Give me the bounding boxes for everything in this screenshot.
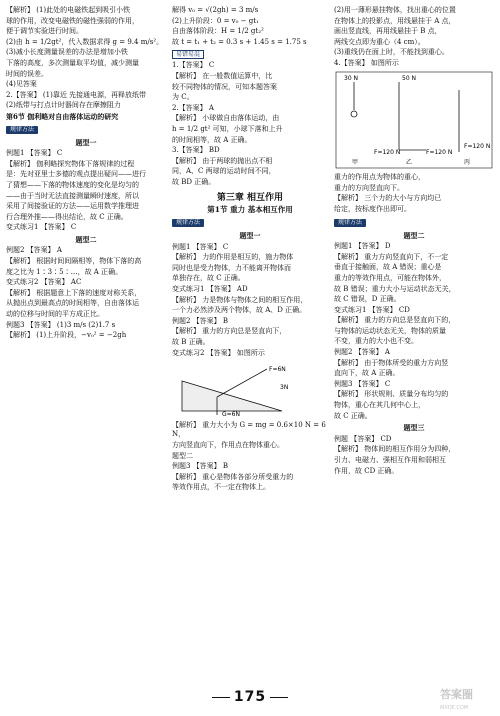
method-tag: 规律方法 (334, 219, 366, 227)
force-diagram-incline (172, 359, 322, 417)
text-line: 例题3 【答案】 B (172, 462, 229, 471)
text-line: 较不同物体的情况，可知本题答案 (172, 82, 277, 91)
text-line: 变式练习2 【答案】 AC (6, 278, 82, 287)
text-line: 故 B 正确。 (172, 338, 210, 347)
text-line: 【解析】 力的作用是相互的，施力物体 (172, 253, 294, 262)
error-tag: 易错易混 (172, 50, 204, 59)
text-line: 【解析】 重力方向竖直向下，不一定 (334, 252, 449, 261)
text-line: 4.【答案】 如图所示 (334, 58, 399, 67)
page-number-text: 175 (233, 689, 267, 705)
text-line: (3)减小长度测量误差的办法是增加小铁 (6, 48, 128, 57)
text-line: 【解析】 在一般数值运算中，比 (172, 71, 273, 80)
text-line: 在物体上的投影点，用线悬挂于 A 点， (334, 16, 456, 25)
text-line: 例题1 【答案】 C (172, 242, 229, 251)
text-line: 行合理外推——得出结论，故 C 正确。 (6, 212, 128, 221)
text-line: (4)见答案 (6, 80, 37, 89)
text-line: 下落的高度，多次测量取平均值，减少测量 (6, 58, 139, 67)
text-line: (3)重线仍在面上时，不能找到重心。 (334, 48, 449, 57)
figure-label: F=120 N (374, 148, 401, 156)
text-line: 例题1 【答案】 D (334, 242, 391, 251)
figure-frame (336, 72, 492, 168)
text-line: 垂直于接触面，故 A 错误；重心是 (334, 263, 442, 272)
text-line: 重力的等效作用点，可能在物体外， (334, 273, 446, 282)
text-line: 【解析】 伽利略探究物体下落规律的过程 (6, 159, 135, 168)
page-rule-left (212, 697, 230, 698)
text-line: 【解析】 重心是物体各部分所受重力的 (172, 472, 294, 481)
text-line: 【解析】 重力大小为 G = mg = 0.6×10 N = 6 N， (172, 420, 329, 439)
text-line: 题型二 (172, 451, 193, 460)
text-line: 的时间相等，故 A 正确。 (172, 135, 252, 144)
force-diagram-three (334, 70, 494, 170)
text-line: 一个力必然涉及两个物体，故 A、D 正确。 (172, 306, 307, 315)
text-line: 画出竖直线，再用线悬挂于 B 点， (334, 27, 442, 36)
text-line: 【解析】 重力的方向总是竖直向下的， (334, 316, 456, 325)
question-type-heading: 题型一 (239, 231, 261, 241)
text-line: 重力的方向竖直向下。 (334, 183, 404, 192)
text-line: (2)上升阶段：0 = v₀ − gt₁ (172, 16, 259, 25)
text-line: 同时也是受力物体，力不能离开物体而 (172, 263, 291, 272)
text-line: 动的位移与时间的平方成正比。 (6, 310, 104, 319)
text-line: 解得 v₀ = √(2gh) = 3 m/s (172, 6, 259, 14)
text-line: 变式练习2 【答案】 如图所示 (172, 348, 265, 357)
text-line: 3.【答案】 BD (172, 146, 220, 155)
watermark-logo: 答案圈 (440, 688, 473, 701)
text-line: 1.【答案】 C (172, 61, 215, 70)
text-line: (2)由 h = 1/2gt²，代入数据求得 g = 9.4 m/s²。 (6, 37, 164, 46)
text-line: (2)纸带与打点计时器间存在摩擦阻力 (6, 101, 121, 110)
question-type-heading: 题型二 (75, 234, 97, 244)
text-line: 故 C 错误，D 正确。 (334, 295, 401, 304)
method-tag: 规律方法 (6, 126, 38, 134)
question-type-heading: 题型一 (75, 137, 97, 147)
text-line: 例题2 【答案】 A (334, 348, 390, 357)
chapter-title: 第三章 相互作用 (216, 192, 284, 203)
column-left (6, 6, 166, 342)
text-line: 自由落体阶段：H = 1/2 gt₂² (172, 27, 264, 36)
text-line: 度之比为 1∶3∶5∶…，故 A 正确。 (6, 267, 123, 276)
figure-label: 乙 (406, 158, 413, 166)
text-line: 作用，故 CD 正确。 (334, 466, 399, 475)
text-line: 【解析】 物体间的相互作用分为四种， (334, 445, 456, 454)
text-line: 【解析】 小球做自由落体运动，由 (172, 114, 280, 123)
text-line: 【解析】 (1)上升阶段，−v₀² = −2gh (6, 331, 127, 340)
text-line: 【解析】 由于物体所受的重力方向竖 (334, 358, 449, 367)
text-line: 故 B 错误；重力大小与运动状态无关， (334, 284, 456, 293)
text-line: 与物体的运动状态无关，物体的质量 (334, 326, 446, 335)
watermark-url: MXQE.COM (440, 705, 469, 711)
text-line: 两线交点即为重心（4 cm）。 (334, 37, 425, 46)
force-arrow (217, 369, 267, 397)
text-line: 【解析】 形状规则、质量分布均匀的 (334, 390, 449, 399)
question-type-heading: 题型三 (403, 423, 425, 433)
text-line: 为 C。 (172, 93, 194, 102)
text-line: 2.【答案】 (1)靠近 先接通电源，再释放纸带 (6, 90, 147, 99)
text-line: 不变，重力的大小也不变。 (334, 337, 418, 346)
text-line: 【解析】 由于两球的抛出点不相 (172, 156, 273, 165)
text-line: 是：先对亚里士多德的观点提出疑问——进行 (6, 170, 146, 179)
question-type-heading: 题型二 (403, 230, 425, 240)
text-line: 给定，按标度作出即可。 (334, 204, 411, 213)
incline-shape (182, 381, 282, 411)
text-line: 【解析】 力是物体与物体之间的相互作用， (172, 295, 308, 304)
text-line: 球的作用，改变电磁铁的磁性强弱的作用， (6, 16, 139, 25)
figure-label: 30 N (344, 74, 359, 82)
text-line: 变式练习1 【答案】 AD (172, 285, 248, 294)
section-title: 第1节 重力 基本相互作用 (207, 204, 293, 214)
text-line: 2.【答案】 A (172, 103, 214, 112)
text-line: 便于调节实验进行时间。 (6, 27, 83, 36)
text-line: 例题3 【答案】 C (334, 379, 391, 388)
text-line: 采用了间接验证的方法——运用数学推理进 (6, 202, 139, 211)
text-line: 引力、电磁力、强相互作用和弱相互 (334, 456, 446, 464)
section-title: 第6节 伽利略对自由落体运动的研究 (6, 111, 119, 121)
ball (351, 111, 357, 117)
figure-label: F=120 N (464, 142, 491, 150)
text-line: 例题3 【答案】 (1)3 m/s (2)1.7 s (6, 320, 116, 329)
text-line: 【解析】 三个力的大小与方向均已 (334, 194, 442, 203)
text-line: ——由于当时无法直接测量瞬时速度，所以 (6, 191, 139, 200)
text-line: 例题2 【答案】 A (6, 246, 62, 255)
text-line: (2)用一薄形悬挂物体，找出重心的位置 (334, 6, 456, 14)
text-line: 【解析】 重力的方向总是竖直向下， (172, 327, 287, 336)
text-line: 例题1 【答案】 C (6, 149, 63, 158)
figure-label: F=120 N (426, 148, 453, 156)
figure-label: F=6N (269, 366, 286, 374)
text-line: 从抛出点到最高点的时间相等，自由落体运 (6, 299, 139, 308)
figure-label: 丙 (464, 158, 471, 166)
column-middle (172, 6, 328, 494)
text-line: 变式练习1 【答案】 CD (334, 305, 410, 314)
text-line: 方向竖直向下，作用点在物体重心。 (172, 441, 284, 449)
text-line: 【解析】 根据题意上下落的速度对称关系， (6, 288, 142, 297)
text-line: h = 1/2 gt² 可知，小球下落和上升 (172, 124, 283, 133)
text-line: 重力的作用点为物体的重心， (334, 173, 425, 182)
page-rule-right (270, 697, 288, 698)
text-line: 【解析】 根据时间间隔相等，物体下落的高 (6, 257, 142, 266)
figure-label: 甲 (352, 158, 359, 166)
text-line: 例题2 【答案】 B (172, 316, 229, 325)
figure-label: 50 N (402, 74, 417, 82)
text-line: 故 BD 正确。 (172, 177, 216, 186)
text-line: 直向下，故 A 正确。 (334, 369, 400, 378)
column-right (334, 6, 494, 477)
text-line: 【解析】 (1)此处的电磁铁起到吸引小铁 (6, 6, 131, 14)
text-line: 时间的误差。 (6, 69, 48, 78)
text-line: 故 t = t₁ + t₂ = 0.3 s + 1.45 s = 1.75 s (172, 37, 307, 46)
figure-label: G=6N (222, 411, 240, 418)
text-line: 物体，重心在其几何中心上， (334, 401, 425, 410)
text-line: 了猜想——下落的物体速度的变化是均匀的 (6, 180, 139, 189)
figure-label: 3N (280, 384, 289, 392)
page-number (190, 689, 310, 705)
text-line: 例题 【答案】 CD (334, 434, 392, 443)
text-line: 故 C 正确。 (334, 411, 372, 420)
text-line: 单独存在，故 C 正确。 (172, 274, 245, 283)
method-tag: 规律方法 (172, 219, 204, 227)
text-line: 同，A、C 两球的运动时间不同， (172, 167, 276, 176)
text-line: 等效作用点，不一定在物体上。 (172, 483, 270, 492)
text-line: 变式练习1 【答案】 C (6, 223, 77, 232)
